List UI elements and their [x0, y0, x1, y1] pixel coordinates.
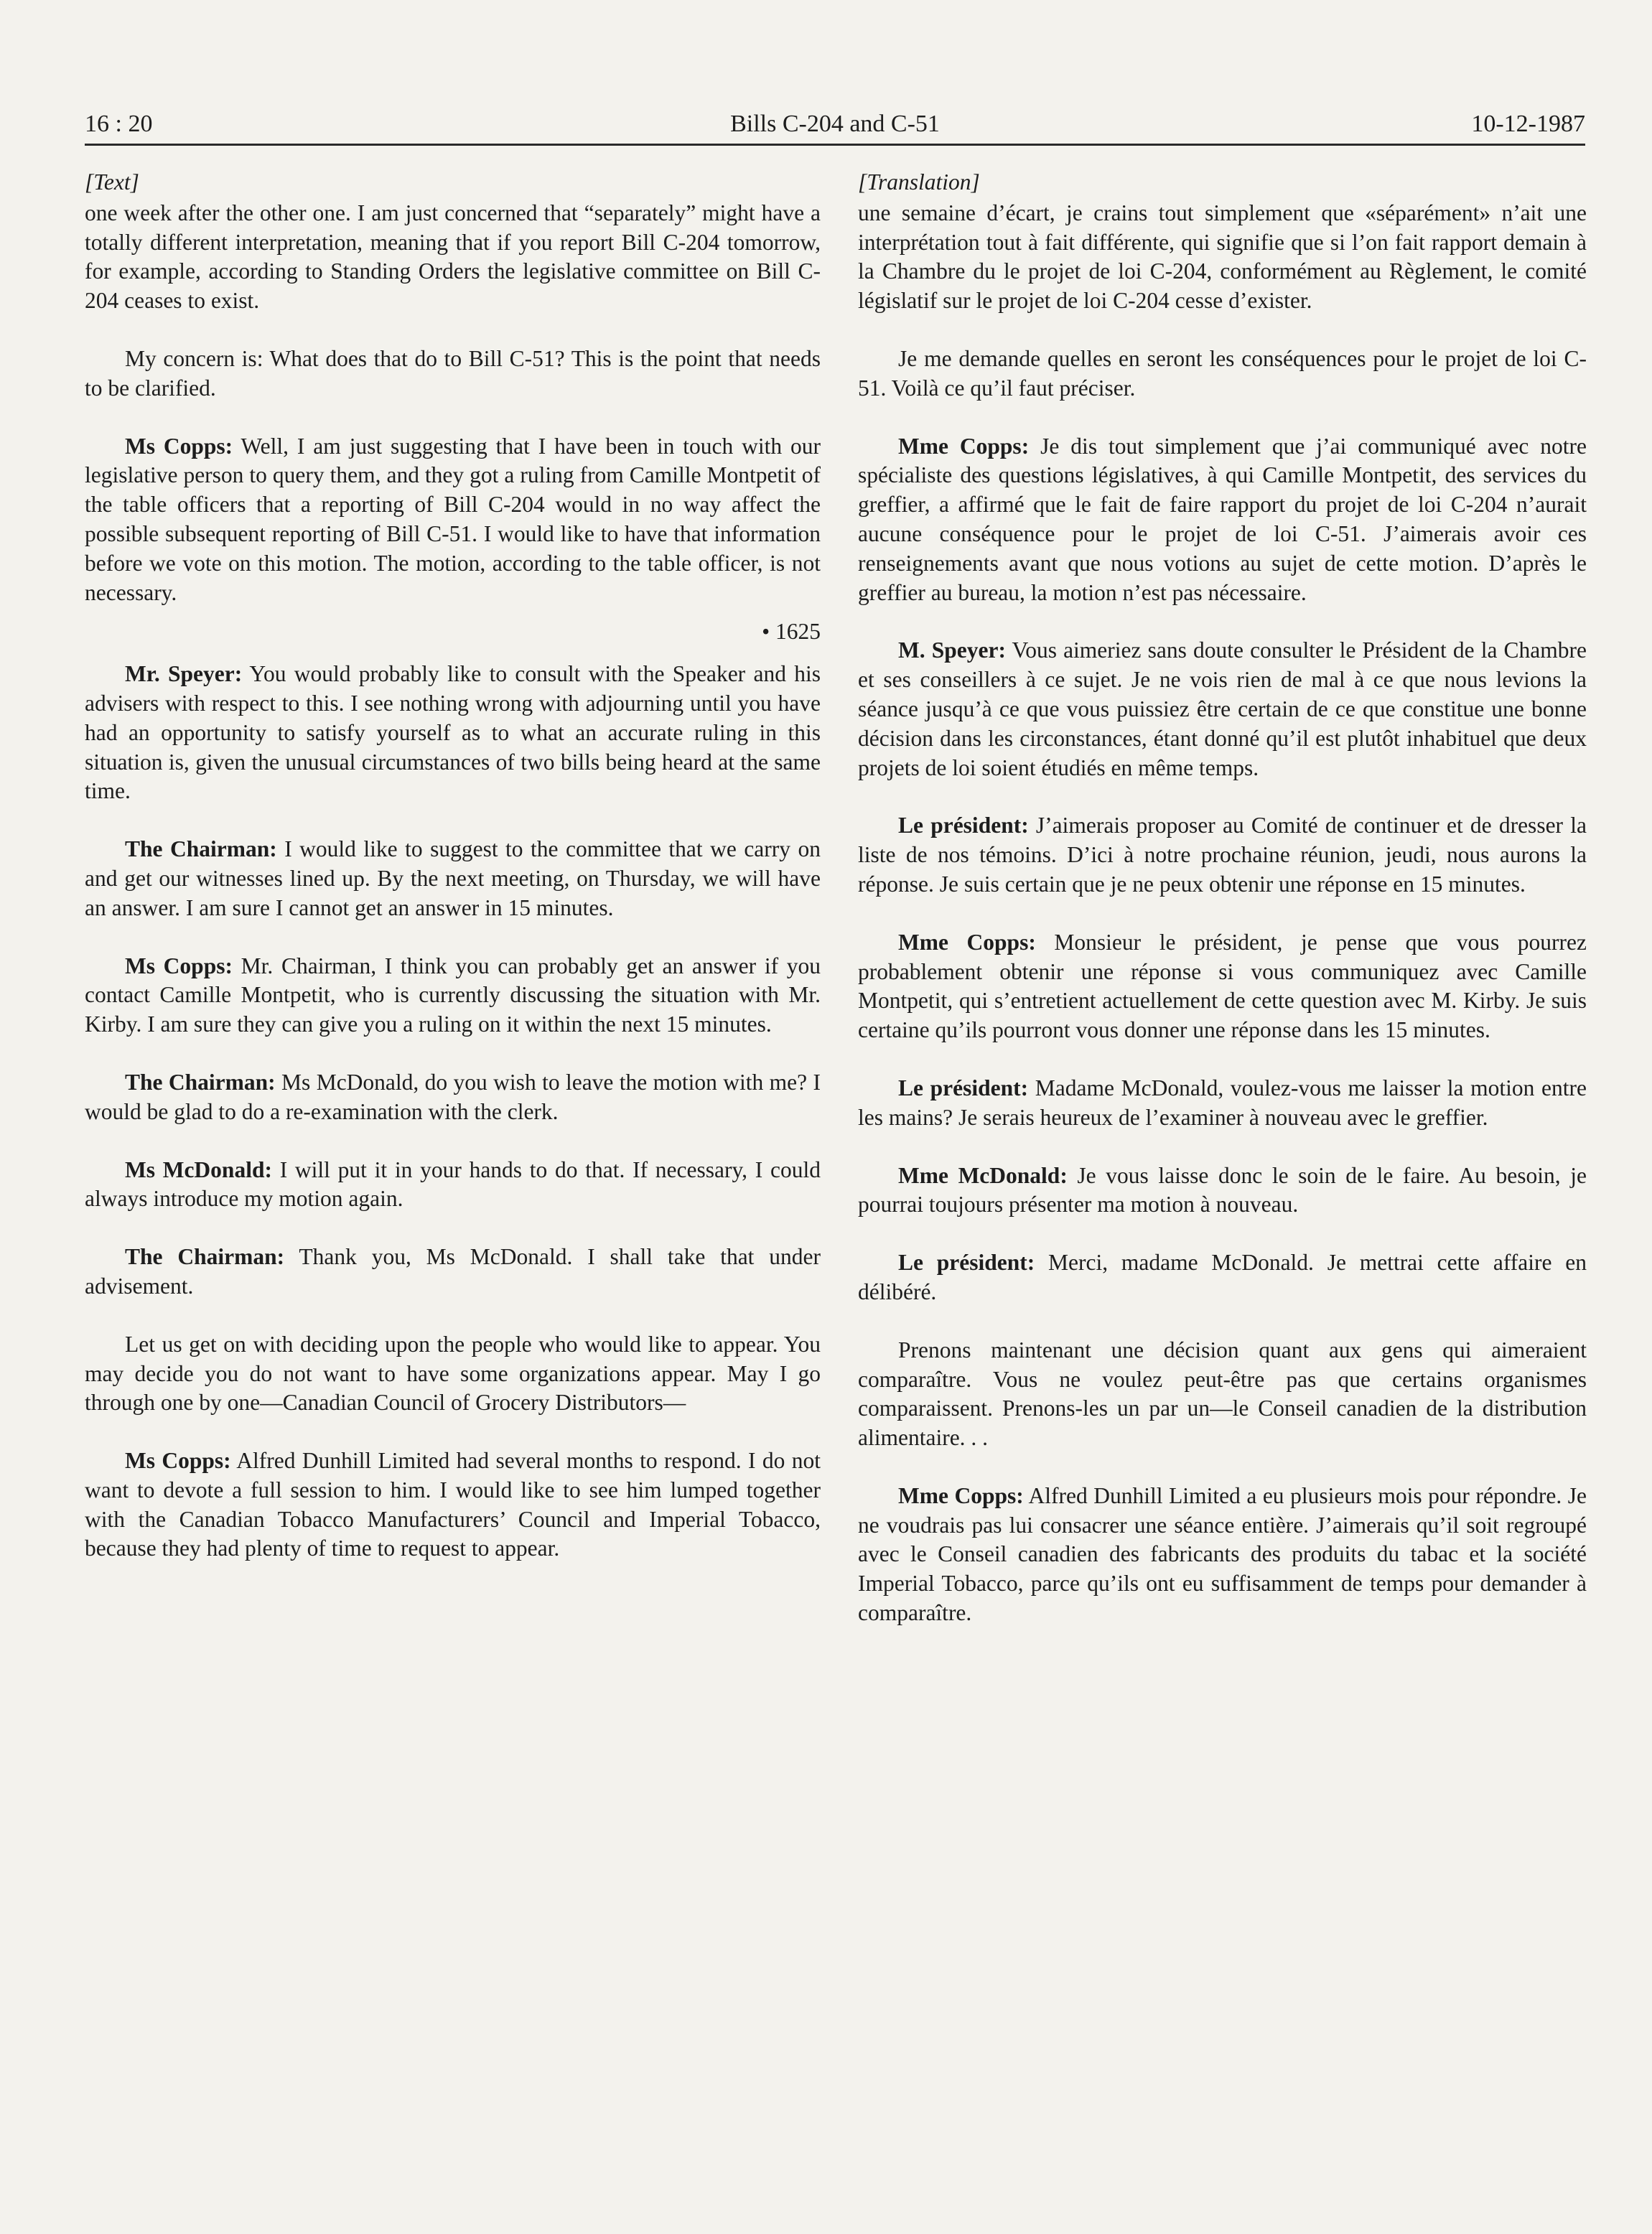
speech-text: Monsieur le président, je pense que vous pourrez probablement obtenir une réponse si vous communiquez avec Camille Montpetit, qui s’entretient actuellement de cette question avec M. Kirby. Je suis certaine qu’ils pourront vous donner une réponse dans les 15 minutes.	[858, 929, 1587, 1043]
speech-text: Merci, madame McDonald. Je mettrai cette affaire en délibéré.	[858, 1250, 1587, 1304]
paragraph: Prenons maintenant une décision quant aux gens qui aimeraient comparaître. Vous ne voulez peut-être pas que certains organismes comparaissent. Prenons-les un par un—le Conseil canadien de la distribution alimentaire. . .	[858, 1337, 1587, 1451]
speech-text: Vous aimeriez sans doute consulter le Président de la Chambre et ses conseillers à ce sujet. Je ne vois rien de mal à ce que nous levions la séance jusqu’à ce que vous puissiez être certain de ce que constitue une bonne décision dans les circonstances, étant donné qu’il est plutôt inhabituel que deux projets de loi soient étudiés en même temps.	[858, 637, 1587, 780]
speaker-name: Ms McDonald:	[125, 1156, 272, 1182]
speech-text: Je dis tout simplement que j’ai communiqué avec notre spécialiste des questions législatives, à qui Camille Montpetit, des services du greffier, a affirmé que le fait de faire rapport du projet de loi C-204 n’aurait aucune conséquence pour le projet de loi C-51. J’aimerais avoir ces renseignements avant que nous votions au sujet de cette motion. D’après le greffier au bureau, la motion n’est pas nécessaire.	[858, 433, 1587, 605]
speech-paragraph	[85, 660, 821, 806]
speech-paragraph	[85, 1243, 821, 1301]
speaker-name: Ms Copps:	[125, 1448, 231, 1474]
speech-paragraph	[858, 1482, 1587, 1628]
speech-text: Alfred Dunhill Limited a eu plusieurs mois pour répondre. Je ne voudrais pas lui consacrer une séance entière. J’aimerais qu’il soit regroupé avec le Conseil canadien des fabricants des produits du tabac et la société Imperial Tobacco, parce qu’ils ont eu suffisamment de temps pour demander à comparaître.	[858, 1482, 1587, 1626]
speaker-name: Le président:	[898, 1250, 1035, 1276]
speech-paragraph	[858, 432, 1587, 608]
speech-text: J’aimerais proposer au Comité de continuer et de dresser la liste de nos témoins. D’ici à notre prochaine réunion, jeudi, nous aurons la réponse. Je suis certain que je ne peux obtenir une réponse en 15 minutes.	[858, 813, 1587, 897]
speaker-name: Mr. Speyer:	[125, 661, 243, 687]
header-date: 10-12-1987	[1471, 111, 1585, 137]
time-marker: • 1625	[762, 619, 821, 645]
translation-tag: [Translation]	[858, 169, 980, 195]
text-tag: [Text]	[85, 169, 139, 195]
speech-text: I will put it in your hands to do that. If necessary, I could always introduce my motion again.	[85, 1156, 821, 1212]
speech-paragraph	[858, 1162, 1587, 1220]
speech-text: Je vous laisse donc le soin de le faire. Au besoin, je pourrai toujours présenter ma motion à nouveau.	[858, 1162, 1587, 1218]
paragraph: Let us get on with deciding upon the people who would like to appear. You may decide you do not want to have some organizations appear. May I go through one by one—Canadian Council of Grocery Distributors—	[85, 1331, 821, 1416]
speech-text: Madame McDonald, voulez-vous me laisser la motion entre les mains? Je serais heureux de l’examiner à nouveau avec le greffier.	[858, 1075, 1587, 1130]
speaker-name: Mme Copps:	[898, 929, 1036, 955]
speaker-name: M. Speyer:	[898, 637, 1006, 663]
speech-text: You would probably like to consult with the Speaker and his advisers with respect to this. I see nothing wrong with adjourning until you have had an opportunity to satisfy yourself as to what an accurate ruling in this situation is, given the unusual circumstances of two bills being heard at the same time.	[85, 661, 821, 804]
speech-paragraph	[858, 1074, 1587, 1133]
speech-paragraph	[858, 811, 1587, 899]
speaker-name: Mme McDonald:	[898, 1162, 1068, 1188]
speech-paragraph	[858, 636, 1587, 782]
speech-text: Mr. Chairman, I think you can probably get an answer if you contact Camille Montpetit, who is currently discussing the situation with Mr. Kirby. I am sure they can give you a ruling on it within the next 15 minutes.	[85, 953, 821, 1037]
paragraph: Je me demande quelles en seront les conséquences pour le projet de loi C-51. Voilà ce qu’il faut préciser.	[858, 345, 1587, 401]
speech-text: I would like to suggest to the committee that we carry on and get our witnesses lined up. By the next meeting, on Thursday, we will have an answer. I am sure I cannot get an answer in 15 minutes.	[85, 836, 821, 920]
english-column	[85, 168, 821, 1592]
speech-paragraph	[85, 432, 821, 608]
speaker-name: Le président:	[898, 1075, 1029, 1100]
speech-paragraph	[85, 835, 821, 922]
speech-text: Alfred Dunhill Limited had several months to respond. I do not want to devote a full session to him. I would like to see him lumped together with the Canadian Tobacco Manufacturers’ Council and Imperial Tobacco, because they had plenty of time to request to appear.	[85, 1448, 821, 1561]
paragraph: My concern is: What does that do to Bill C-51? This is the point that needs to be clarified.	[85, 345, 821, 401]
page-header	[85, 106, 1585, 146]
paragraph: une semaine d’écart, je crains tout simplement que «séparément» n’ait une interprétation tout à fait différente, qui signifie que si l’on fait rapport demain à la Chambre du le projet de loi C-204, conformément au Règlement, le comité législatif sur le projet de loi C-204 cesse d’exister.	[858, 200, 1587, 314]
speech-paragraph	[858, 928, 1587, 1045]
speech-paragraph	[85, 952, 821, 1039]
speech-paragraph	[858, 1248, 1587, 1307]
speech-text: Thank you, Ms McDonald. I shall take that under advisement.	[85, 1244, 821, 1299]
speaker-name: The Chairman:	[125, 1069, 276, 1095]
speaker-name: Ms Copps:	[125, 953, 233, 978]
running-title: Bills C-204 and C-51	[730, 111, 940, 137]
speech-paragraph	[85, 1447, 821, 1564]
speaker-name: The Chairman:	[125, 1244, 285, 1270]
speaker-name: Mme Copps:	[898, 433, 1030, 459]
speaker-name: Mme Copps:	[898, 1482, 1024, 1508]
speaker-name: The Chairman:	[125, 836, 277, 862]
speech-paragraph	[85, 1068, 821, 1127]
page-number: 16 : 20	[85, 111, 153, 137]
speaker-name: Le président:	[898, 813, 1029, 838]
speaker-name: Ms Copps:	[125, 433, 233, 459]
paragraph: one week after the other one. I am just concerned that “separately” might have a totally different interpretation, meaning that if you report Bill C-204 tomorrow, for example, according to Standing Orders the legislative committee on Bill C-204 ceases to exist.	[85, 200, 821, 314]
speech-text: Well, I am just suggesting that I have been in touch with our legislative person to query them, and they got a ruling from Camille Montpetit of the table officers that a reporting of Bill C-204 would in no way affect the possible subsequent reporting of Bill C-51. I would like to have that information before we vote on this motion. The motion, according to the table officer, is not necessary.	[85, 433, 821, 605]
french-column	[858, 168, 1587, 1657]
speech-text: Ms McDonald, do you wish to leave the motion with me? I would be glad to do a re-examination with the clerk.	[85, 1069, 821, 1124]
speech-paragraph	[85, 1156, 821, 1215]
